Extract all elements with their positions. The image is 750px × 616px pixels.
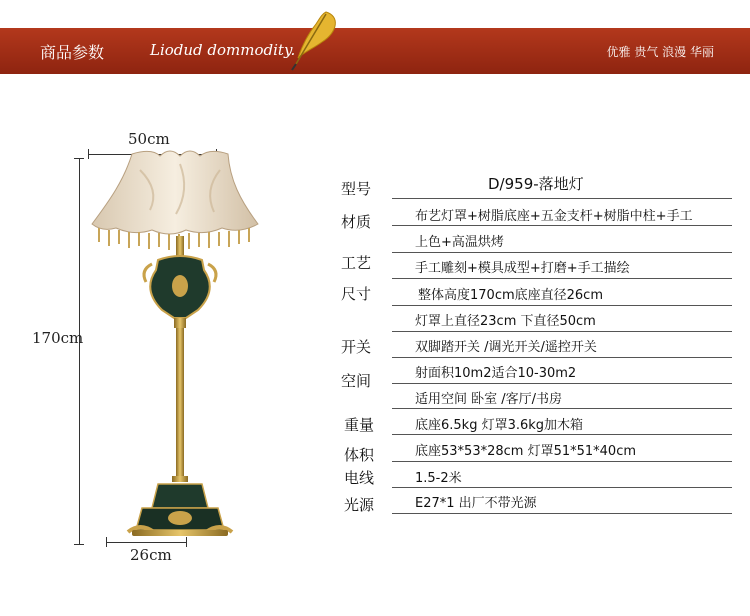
value-weight: 底座6.5kg 灯罩3.6kg加木箱	[415, 418, 584, 433]
value-space-line1: 射面积10m2适合10-30m2	[415, 366, 577, 381]
quill-feather-icon	[282, 8, 342, 72]
divider-4	[392, 278, 732, 279]
label-wire: 电线	[344, 469, 375, 487]
divider-3	[392, 252, 732, 253]
header-banner	[0, 28, 750, 74]
value-wire: 1.5-2米	[415, 471, 462, 486]
width-top-label: 50cm	[128, 130, 170, 148]
divider-7	[392, 357, 732, 358]
divider-2	[392, 225, 732, 226]
label-weight: 重量	[344, 416, 375, 434]
value-size-line2: 灯罩上直径23cm 下直径50cm	[415, 314, 596, 329]
divider-12	[392, 487, 732, 488]
label-switch: 开关	[341, 338, 372, 356]
value-material-line1: 布艺灯罩+树脂底座+五金支杆+树脂中柱+手工	[415, 209, 693, 224]
width-base-label: 26cm	[130, 546, 172, 564]
label-light: 光源	[344, 496, 375, 514]
divider-1	[392, 198, 732, 199]
value-space-line2: 适用空间 卧室 /客厅/书房	[415, 392, 563, 407]
section-title: 商品参数	[40, 43, 105, 62]
divider-13	[392, 513, 732, 514]
divider-9	[392, 408, 732, 409]
value-model: D/959-落地灯	[488, 175, 584, 193]
floor-lamp-image	[80, 140, 280, 550]
divider-10	[392, 434, 732, 435]
label-craft: 工艺	[341, 254, 372, 272]
value-material-line2: 上色+高温烘烤	[415, 235, 504, 250]
label-volume: 体积	[344, 446, 375, 464]
value-switch: 双脚踏开关 /调光开关/遥控开关	[415, 340, 597, 355]
label-space: 空间	[341, 372, 372, 390]
value-light: E27*1 出厂不带光源	[415, 496, 537, 511]
divider-6	[392, 331, 732, 332]
value-volume: 底座53*53*28cm 灯罩51*51*40cm	[415, 444, 637, 459]
height-label: 170cm	[32, 329, 84, 347]
divider-11	[392, 461, 732, 462]
divider-5	[392, 305, 732, 306]
label-model: 型号	[341, 180, 372, 198]
divider-8	[392, 383, 732, 384]
tagline: 优雅 贵气 浪漫 华丽	[606, 45, 714, 59]
value-size-line1: 整体高度170cm底座直径26cm	[418, 288, 603, 303]
script-subtitle: Liodud dommodity.	[150, 41, 296, 59]
value-craft: 手工雕刻+模具成型+打磨+手工描绘	[415, 261, 630, 276]
label-material: 材质	[341, 213, 372, 231]
label-size: 尺寸	[341, 285, 372, 303]
